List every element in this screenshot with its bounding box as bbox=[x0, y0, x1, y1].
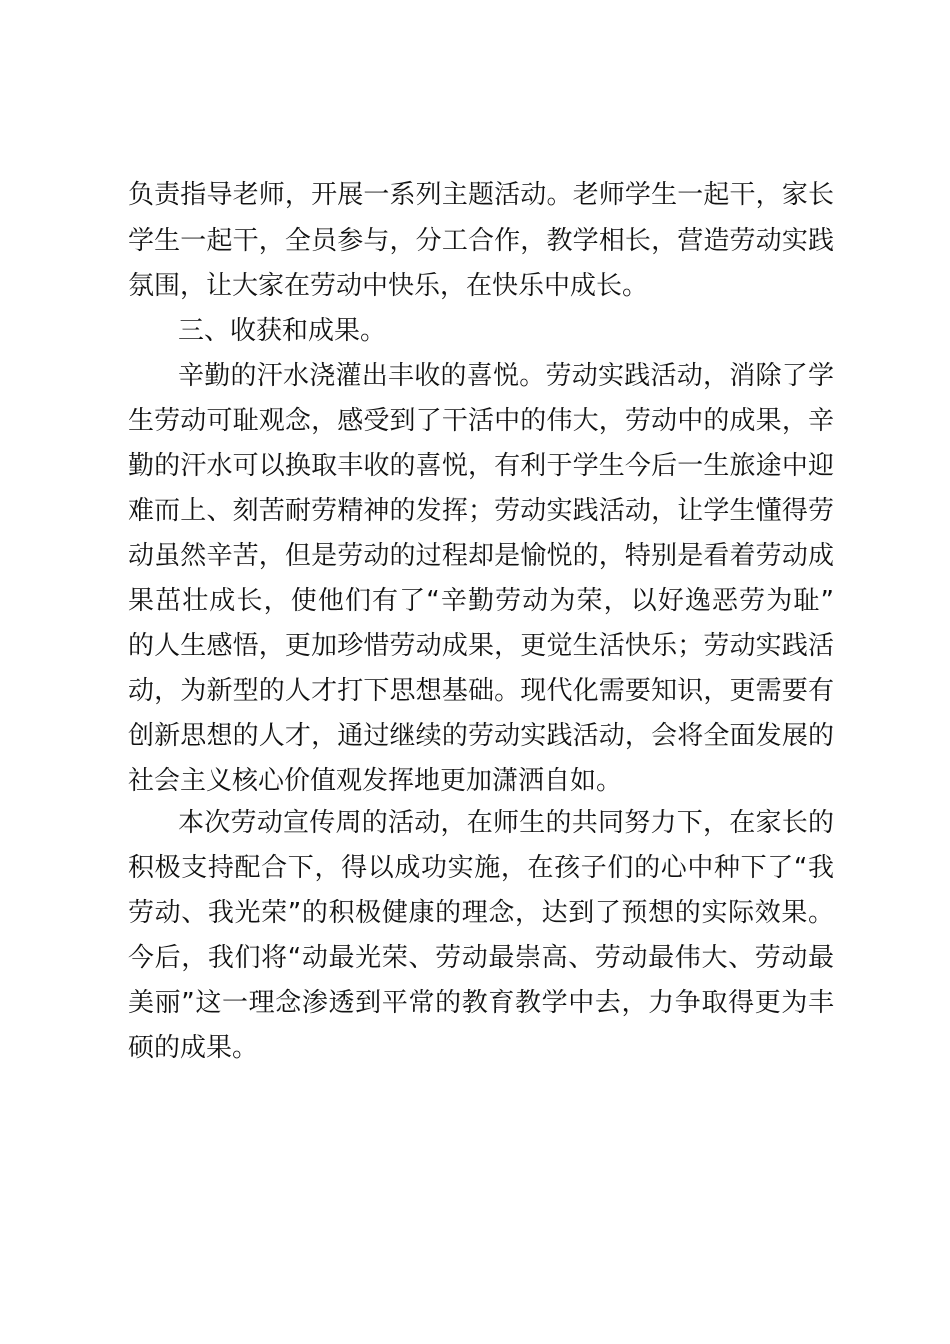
text-line: 创新思想的人才，通过继续的劳动实践活动，会将全面发展的 bbox=[128, 721, 834, 751]
section-heading: 三、收获和成果。 bbox=[178, 316, 387, 346]
text-line: 动，为新型的人才打下思想基础。现代化需要知识，更需要有 bbox=[128, 676, 834, 706]
text-line: 积极支持配合下，得以成功实施，在孩子们的心中种下了“我 bbox=[128, 853, 834, 883]
text-line: 果茁壮成长，使他们有了“辛勤劳动为荣，以好逸恶劳为耻” bbox=[128, 586, 834, 616]
text-line: 难而上、刻苦耐劳精神的发挥；劳动实践活动，让学生懂得劳 bbox=[128, 496, 834, 526]
text-line: 勤的汗水可以换取丰收的喜悦，有利于学生今后一生旅途中迎 bbox=[128, 451, 834, 481]
text-line: 生劳动可耻观念，感受到了干活中的伟大，劳动中的成果，辛 bbox=[128, 406, 834, 436]
text-line: 社会主义核心价值观发挥地更加潇洒自如。 bbox=[128, 766, 623, 796]
text-line: 本次劳动宣传周的活动，在师生的共同努力下，在家长的 bbox=[178, 808, 834, 838]
text-line: 动虽然辛苦，但是劳动的过程却是愉悦的，特别是看着劳动成 bbox=[128, 541, 834, 571]
text-line: 的人生感悟，更加珍惜劳动成果，更觉生活快乐；劳动实践活 bbox=[128, 631, 834, 661]
text-line: 辛勤的汗水浇灌出丰收的喜悦。劳动实践活动，消除了学 bbox=[178, 361, 834, 391]
text-line: 负责指导老师，开展一系列主题活动。老师学生一起干，家长 bbox=[128, 180, 834, 210]
text-line: 硕的成果。 bbox=[128, 1033, 259, 1063]
text-line: 学生一起干，全员参与，分工合作，教学相长，营造劳动实践 bbox=[128, 226, 834, 256]
text-line: 劳动、我光荣”的积极健康的理念，达到了预想的实际效果。 bbox=[128, 898, 834, 928]
text-line: 氛围，让大家在劳动中快乐，在快乐中成长。 bbox=[128, 271, 649, 301]
text-line: 今后，我们将“动最光荣、劳动最崇高、劳动最伟大、劳动最 bbox=[128, 943, 834, 973]
text-line: 美丽”这一理念渗透到平常的教育教学中去，力争取得更为丰 bbox=[128, 988, 834, 1018]
